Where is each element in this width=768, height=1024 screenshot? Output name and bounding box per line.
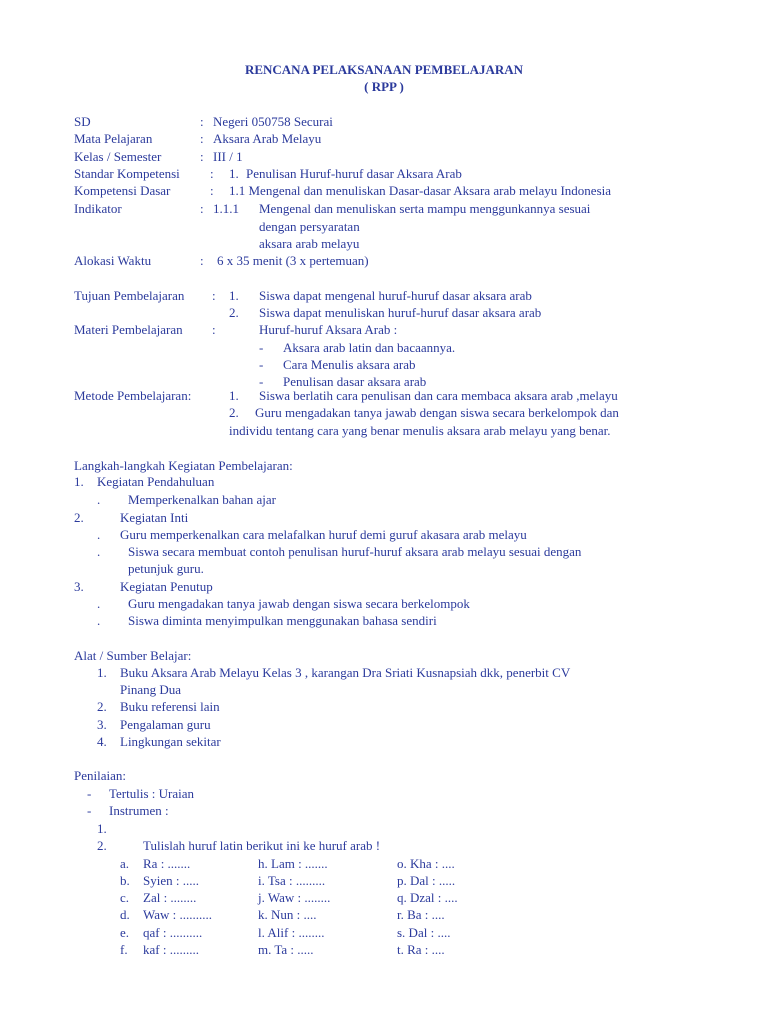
colon: : — [212, 288, 216, 303]
list-letter: c. — [120, 890, 130, 905]
bullet: - — [87, 786, 92, 801]
list-letter: a. — [120, 856, 130, 871]
list-item: Guru mengadakan tanya jawab dengan siswa secara berkelompok dan — [255, 405, 619, 420]
list-item: i. Tsa : ......... — [258, 873, 326, 888]
bullet: - — [259, 357, 264, 372]
materi-label: Materi Pembelajaran — [74, 322, 183, 337]
kd-value: 1.1 Mengenal dan menuliskan Dasar-dasar Aksara arab melayu Indonesia — [229, 183, 612, 198]
bullet: - — [259, 374, 264, 389]
sk-num: 1. — [229, 166, 239, 181]
list-item: m. Ta : ..... — [258, 942, 314, 957]
list-item: individu tentang cara yang benar menulis aksara arab melayu yang benar. — [229, 423, 611, 438]
bullet: . — [97, 613, 101, 628]
list-item: Aksara arab latin dan bacaannya. — [283, 340, 456, 355]
list-item: t. Ra : .... — [397, 942, 445, 957]
list-item: Waw : .......... — [143, 907, 212, 922]
list-item: qaf : .......... — [143, 925, 203, 940]
page-subtitle: ( RPP ) — [364, 79, 404, 94]
list-number: 4. — [97, 734, 107, 749]
sk-label: Standar Kompetensi — [74, 166, 180, 181]
metode-label: Metode Pembelajaran: — [74, 388, 192, 403]
list-item: Guru memperkenalkan cara melafalkan huruf demi guruf akasara arab melayu — [120, 527, 527, 542]
list-item: Siswa dapat mengenal huruf-huruf dasar aksara arab — [259, 288, 532, 303]
bullet: - — [259, 340, 264, 355]
colon: : — [212, 322, 216, 337]
list-number: 2. — [229, 405, 239, 420]
list-item: Siswa berlatih cara penulisan dan cara membaca aksara arab ,melayu — [259, 388, 618, 403]
list-item: Siswa dapat menuliskan huruf-huruf dasar aksara arab — [259, 305, 542, 320]
list-letter: b. — [120, 873, 130, 888]
list-letter: f. — [120, 942, 128, 957]
list-number: 2. — [97, 838, 107, 853]
waktu-label: Alokasi Waktu — [74, 253, 152, 268]
list-number: 1. — [74, 474, 84, 489]
list-item: Pinang Dua — [120, 682, 182, 697]
sd-label: SD — [74, 114, 91, 129]
penilaian-heading: Penilaian: — [74, 768, 126, 783]
list-letter: d. — [120, 907, 130, 922]
indikator-label: Indikator — [74, 201, 122, 216]
list-item: Ra : ....... — [143, 856, 191, 871]
list-item: Siswa diminta menyimpulkan menggunakan bahasa sendiri — [128, 613, 437, 628]
list-item: l. Alif : ........ — [258, 925, 325, 940]
mapel-value: Aksara Arab Melayu — [213, 131, 322, 146]
indikator-line: aksara arab melayu — [259, 236, 360, 251]
list-item: Pengalaman guru — [120, 717, 211, 732]
bullet: . — [97, 596, 101, 611]
list-letter: e. — [120, 925, 130, 940]
list-number: 3. — [97, 717, 107, 732]
list-item: Siswa secara membuat contoh penulisan huruf-huruf aksara arab melayu sesuai dengan — [128, 544, 582, 559]
colon: : — [200, 149, 204, 164]
colon: : — [210, 166, 214, 181]
tujuan-label: Tujuan Pembelajaran — [74, 288, 185, 303]
list-item: Buku referensi lain — [120, 699, 220, 714]
list-number: 1. — [229, 288, 239, 303]
list-item: Memperkenalkan bahan ajar — [128, 492, 276, 507]
list-item: o. Kha : .... — [397, 856, 455, 871]
colon: : — [200, 253, 204, 268]
list-item: r. Ba : .... — [397, 907, 445, 922]
list-number: 2. — [97, 699, 107, 714]
list-item: Zal : ........ — [143, 890, 197, 905]
list-item: Guru mengadakan tanya jawab dengan siswa secara berkelompok — [128, 596, 470, 611]
bullet: . — [97, 527, 101, 542]
list-item: Instrumen : — [109, 803, 169, 818]
indikator-line: Mengenal dan menuliskan serta mampu menggunkannya sesuai — [259, 201, 591, 216]
list-number: 2. — [229, 305, 239, 320]
bullet: . — [97, 544, 101, 559]
colon: : — [200, 131, 204, 146]
colon: : — [200, 201, 204, 216]
list-item: p. Dal : ..... — [397, 873, 456, 888]
list-item: petunjuk guru. — [128, 561, 204, 576]
list-item: Syien : ..... — [143, 873, 199, 888]
kelas-value: III / 1 — [213, 149, 243, 164]
list-item: Tertulis : Uraian — [109, 786, 195, 801]
kd-label: Kompetensi Dasar — [74, 183, 171, 198]
list-item: h. Lam : ....... — [258, 856, 328, 871]
list-number: 1. — [97, 821, 107, 836]
sd-value: Negeri 050758 Securai — [213, 114, 333, 129]
step-label: Kegiatan Penutup — [120, 579, 213, 594]
list-item: j. Waw : ........ — [258, 890, 331, 905]
instruction: Tulislah huruf latin berikut ini ke huruf arab ! — [143, 838, 381, 853]
list-number: 3. — [74, 579, 84, 594]
list-item: k. Nun : .... — [258, 907, 317, 922]
bullet: - — [87, 803, 92, 818]
list-item: Buku Aksara Arab Melayu Kelas 3 , karangan Dra Sriati Kusnapsiah dkk, penerbit CV — [120, 665, 571, 680]
colon: : — [210, 183, 214, 198]
list-number: 1. — [229, 388, 239, 403]
langkah-heading: Langkah-langkah Kegiatan Pembelajaran: — [74, 458, 293, 473]
indikator-num: 1.1.1 — [213, 201, 239, 216]
list-item: q. Dzal : .... — [397, 890, 458, 905]
list-item: Lingkungan sekitar — [120, 734, 221, 749]
waktu-value: 6 x 35 menit (3 x pertemuan) — [217, 253, 369, 268]
list-item: Penulisan dasar aksara arab — [283, 374, 427, 389]
sk-value: Penulisan Huruf-huruf dasar Aksara Arab — [246, 166, 462, 181]
kelas-label: Kelas / Semester — [74, 149, 162, 164]
list-number: 2. — [74, 510, 84, 525]
list-item: Cara Menulis aksara arab — [283, 357, 416, 372]
step-label: Kegiatan Pendahuluan — [97, 474, 215, 489]
bullet: . — [97, 492, 101, 507]
indikator-line: dengan persyaratan — [259, 219, 360, 234]
materi-heading: Huruf-huruf Aksara Arab : — [259, 322, 398, 337]
step-label: Kegiatan Inti — [120, 510, 189, 525]
page-title: RENCANA PELAKSANAAN PEMBELAJARAN — [244, 62, 524, 77]
list-number: 1. — [97, 665, 107, 680]
list-item: s. Dal : .... — [397, 925, 451, 940]
mapel-label: Mata Pelajaran — [74, 131, 153, 146]
list-item: kaf : ......... — [143, 942, 199, 957]
alat-heading: Alat / Sumber Belajar: — [74, 648, 192, 663]
colon: : — [200, 114, 204, 129]
